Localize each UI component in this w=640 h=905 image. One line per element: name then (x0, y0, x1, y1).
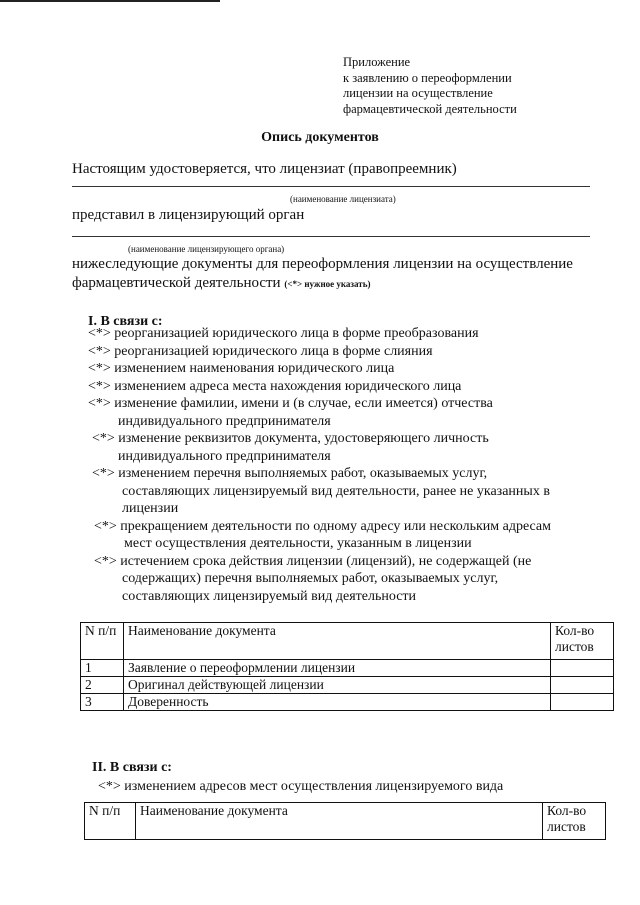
row-num: 1 (81, 660, 124, 677)
list-item-line: <*> изменение фамилии, имени и (в случае, если имеется) отчества (88, 396, 493, 411)
row-name: Оригинал действующей лицензии (124, 677, 551, 694)
row-name: Заявление о переоформлении лицензии (124, 660, 551, 677)
row-num: 2 (81, 677, 124, 694)
section-2-heading: II. В связи с: (92, 760, 172, 775)
section-2-item: <*> изменением адресов мест осуществления лицензируемого вида (98, 779, 504, 794)
appendix-note (343, 55, 517, 117)
licensee-caption: (наименование лицензиата) (290, 194, 396, 204)
list-item-line: <*> прекращением деятельности по одному адресу или нескольким адресам (94, 518, 551, 534)
list-item (88, 518, 551, 553)
document-title: Опись документов (261, 130, 379, 145)
section-1-heading: I. В связи с: (88, 314, 163, 329)
list-item-line: <*> реорганизацией юридического лица в форме преобразования (88, 326, 479, 341)
table-row (81, 694, 614, 711)
section-1-table (80, 622, 614, 711)
list-item-line: составляющих лицензируемый вид деятельности, ранее не указанных в (122, 483, 550, 499)
list-item (88, 378, 551, 396)
intro-line-4 (72, 275, 370, 292)
list-item (88, 465, 551, 518)
list-item (88, 343, 551, 361)
intro-line-1: Настоящим удостоверяется, что лицензиат (правопреемник) (72, 161, 457, 177)
list-item-line: <*> истечением срока действия лицензии (лицензий), не содержащей (не (94, 553, 532, 569)
required-note: (<*> нужное указать) (284, 279, 371, 289)
authority-caption: (наименование лицензирующего органа) (128, 244, 285, 254)
list-item-line: лицензии (122, 501, 179, 516)
row-name: Доверенность (124, 694, 551, 711)
header-num: N п/п (81, 623, 124, 660)
list-item-line: мест осуществления деятельности, указанным в лицензии (124, 536, 472, 551)
list-item-line: <*> изменением наименования юридического лица (88, 361, 395, 376)
header-name: Наименование документа (124, 623, 551, 660)
row-count (551, 694, 614, 711)
list-item-line: <*> изменение реквизитов документа, удостоверяющего личность (92, 431, 489, 446)
header-count: Кол-во листов (543, 803, 606, 840)
appendix-line: фармацевтической деятельности (343, 101, 517, 116)
table-row (81, 660, 614, 677)
list-item-line: индивидуального предпринимателя (118, 413, 331, 429)
header-count: Кол-во листов (551, 623, 614, 660)
list-item (88, 360, 551, 378)
appendix-line: Приложение (343, 55, 411, 69)
list-item-line: содержащих) перечня выполняемых работ, оказываемых услуг, (122, 571, 499, 586)
top-border-line (0, 0, 220, 2)
row-count (551, 660, 614, 677)
list-item (88, 325, 551, 343)
list-item (88, 395, 551, 430)
list-item (88, 553, 551, 606)
appendix-line: к заявлению о переоформлении (343, 70, 512, 85)
table-header-row (85, 803, 606, 840)
section-2-table (84, 802, 606, 840)
header-name: Наименование документа (136, 803, 543, 840)
header-num: N п/п (85, 803, 136, 840)
list-item-line: индивидуального предпринимателя (118, 448, 331, 464)
authority-fill-line (72, 236, 590, 237)
intro-line-3: нижеследующие документы для переоформления лицензии на осуществление (72, 256, 573, 272)
list-item-line: <*> реорганизацией юридического лица в форме слияния (88, 343, 433, 359)
table-header-row (81, 623, 614, 660)
intro-line-4-text: фармацевтической деятельности (72, 275, 281, 291)
list-item-line: <*> изменением адреса места нахождения юридического лица (88, 378, 462, 394)
section-1-list (88, 325, 551, 605)
intro-line-2: представил в лицензирующий орган (72, 207, 305, 223)
appendix-line: лицензии на осуществление (343, 86, 493, 100)
list-item (88, 430, 551, 465)
licensee-fill-line (72, 186, 590, 187)
list-item-line: составляющих лицензируемый вид деятельности (122, 588, 417, 604)
row-count (551, 677, 614, 694)
row-num: 3 (81, 694, 124, 711)
list-item-line: <*> изменением перечня выполняемых работ, оказываемых услуг, (92, 466, 488, 481)
table-row (81, 677, 614, 694)
